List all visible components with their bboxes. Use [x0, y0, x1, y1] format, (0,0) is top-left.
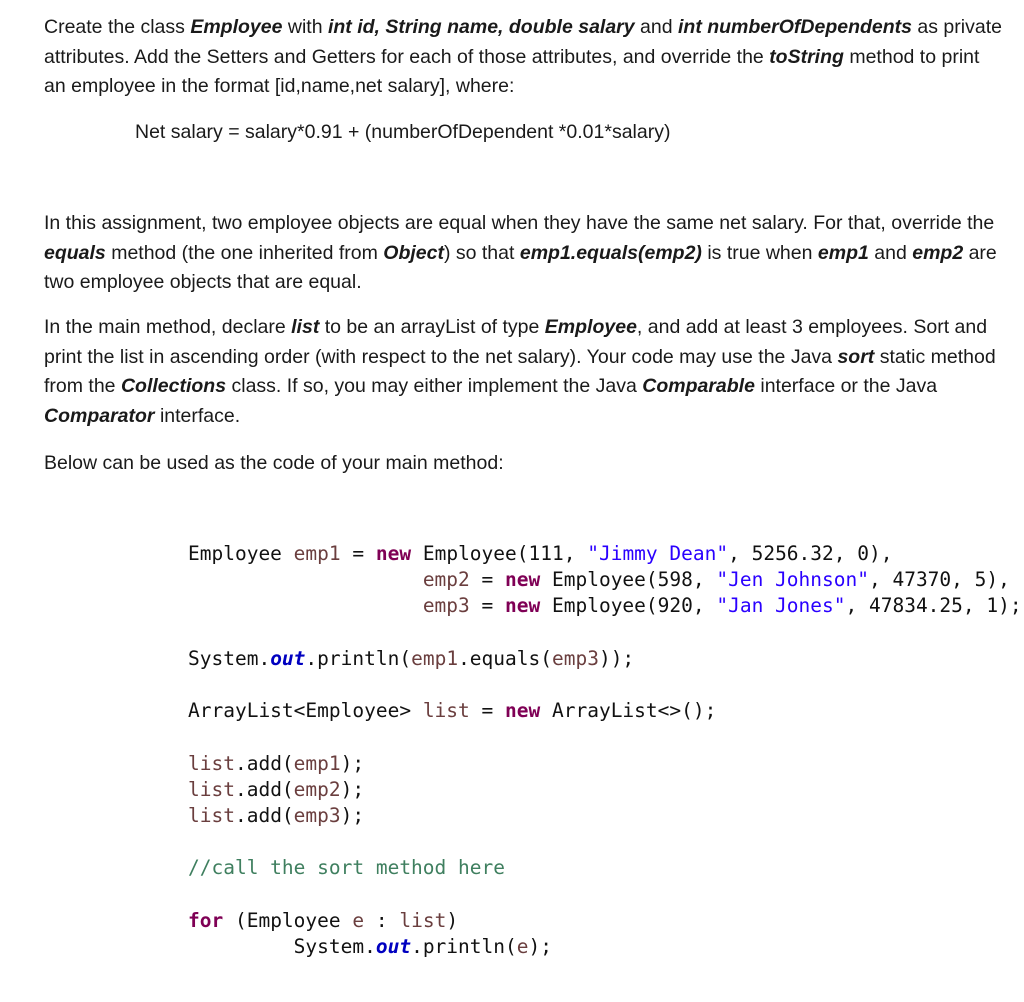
intro-paragraph: Create the class Employee with int id, String name, double salary and int numberOfDependents as private attributes. Add the Setters and Getters for each of those attributes, and override the toString method to print an employee in the format [id,name,net salary], where: [44, 16, 1002, 97]
code-line: System.out.println(e); [188, 935, 552, 959]
code-line: list.add(emp3); [188, 804, 365, 828]
code-line: for (Employee e : list) [188, 908, 459, 932]
code-line: emp2 = new Employee(598, "Jen Johnson", 47370, 5), [422, 568, 1010, 592]
code-intro-text: Below can be used as the code of your main method: [44, 452, 504, 474]
code-block [188, 541, 1022, 960]
code-line: list.add(emp2); [188, 777, 365, 801]
code-line: emp3 = new Employee(920, "Jan Jones", 47834.25, 1); [422, 594, 1022, 618]
equals-paragraph: In this assignment, two employee objects are equal when they have the same net salary. For that, override the equals method (the one inherited from Object) so that emp1.equals(emp2) is true when emp1 and emp2 are two employee objects that are equal. [44, 212, 997, 293]
code-comment: //call the sort method here [188, 856, 505, 880]
code-line: System.out.println(emp1.equals(emp3)); [188, 646, 635, 670]
net-salary-formula: Net salary = salary*0.91 + (numberOfDependent *0.01*salary) [135, 121, 671, 143]
main-method-paragraph: In the main method, declare list to be an arrayList of type Employee, and add at least 3 employees. Sort and print the list in ascending order (with respect to the net salary). Your code may use the Java sort static method from the Collections class. If so, you may either implement the Java Comparable interface or the Java Comparator interface. [44, 316, 996, 427]
code-line: list.add(emp1); [188, 751, 365, 775]
code-line: ArrayList<Employee> list = new ArrayList<>(); [188, 699, 717, 723]
code-line: Employee emp1 = new Employee(111, "Jimmy Dean", 5256.32, 0), [188, 542, 893, 565]
